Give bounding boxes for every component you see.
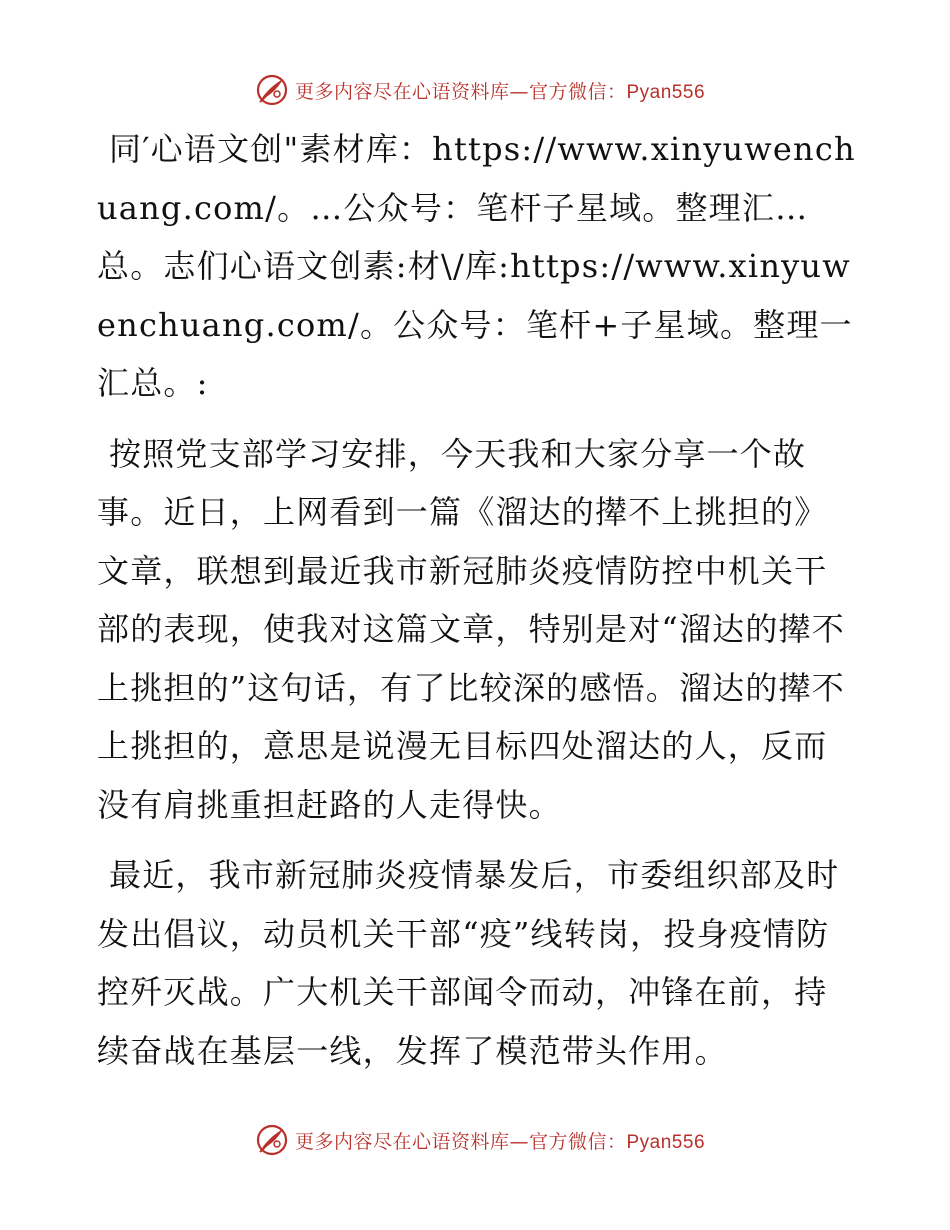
footer-banner-text	[295, 1127, 705, 1154]
header-banner	[0, 70, 950, 110]
document-body	[97, 120, 857, 1092]
header-banner-inner	[245, 73, 705, 107]
footer-banner	[0, 1120, 950, 1160]
footer-banner-handle: Pyan556	[626, 1131, 706, 1153]
quill-pen-logo-icon	[255, 1123, 289, 1157]
paragraph-epidemic-response: 最近，我市新冠肺炎疫情暴发后，市委组织部及时发出倡议，动员机关干部“疫”线转岗，投身疫情防控歼灭战。广大机关干部闻令而动，冲锋在前，持续奋战在基层一线，发挥了模范带头作用。	[97, 856, 840, 1070]
quill-pen-logo-icon	[255, 73, 289, 107]
footer-banner-inner	[245, 1123, 705, 1157]
header-banner-handle: Pyan556	[626, 81, 706, 103]
header-banner-text	[295, 77, 705, 104]
header-banner-label: 更多内容尽在心语资料库—官方微信：	[294, 80, 627, 103]
footer-banner-label: 更多内容尽在心语资料库—官方微信：	[294, 1130, 627, 1153]
paragraph-story-intro: 按照党支部学习安排，今天我和大家分享一个故事。近日，上网看到一篇《溜达的撵不上挑担的》文章，联想到最近我市新冠肺炎疫情防控中机关干部的表现，使我对这篇文章，特别是对“溜达的撵不上挑担的”这句话，有了比较深的感悟。溜达的撵不上挑担的，意思是说漫无目标四处溜达的人，反而没有肩挑重担赶路的人走得快。	[97, 434, 845, 824]
paragraph-source-note: 同′心语文创"素材库：https://www.xinyuwenchuang.com/。…公众号：笔杆子星域。整理汇…总。志们心语文创素:材\/库:https://www.xinyuwenchuang.com/。公众号：笔杆+子星域。整理一汇总。:	[97, 130, 856, 402]
